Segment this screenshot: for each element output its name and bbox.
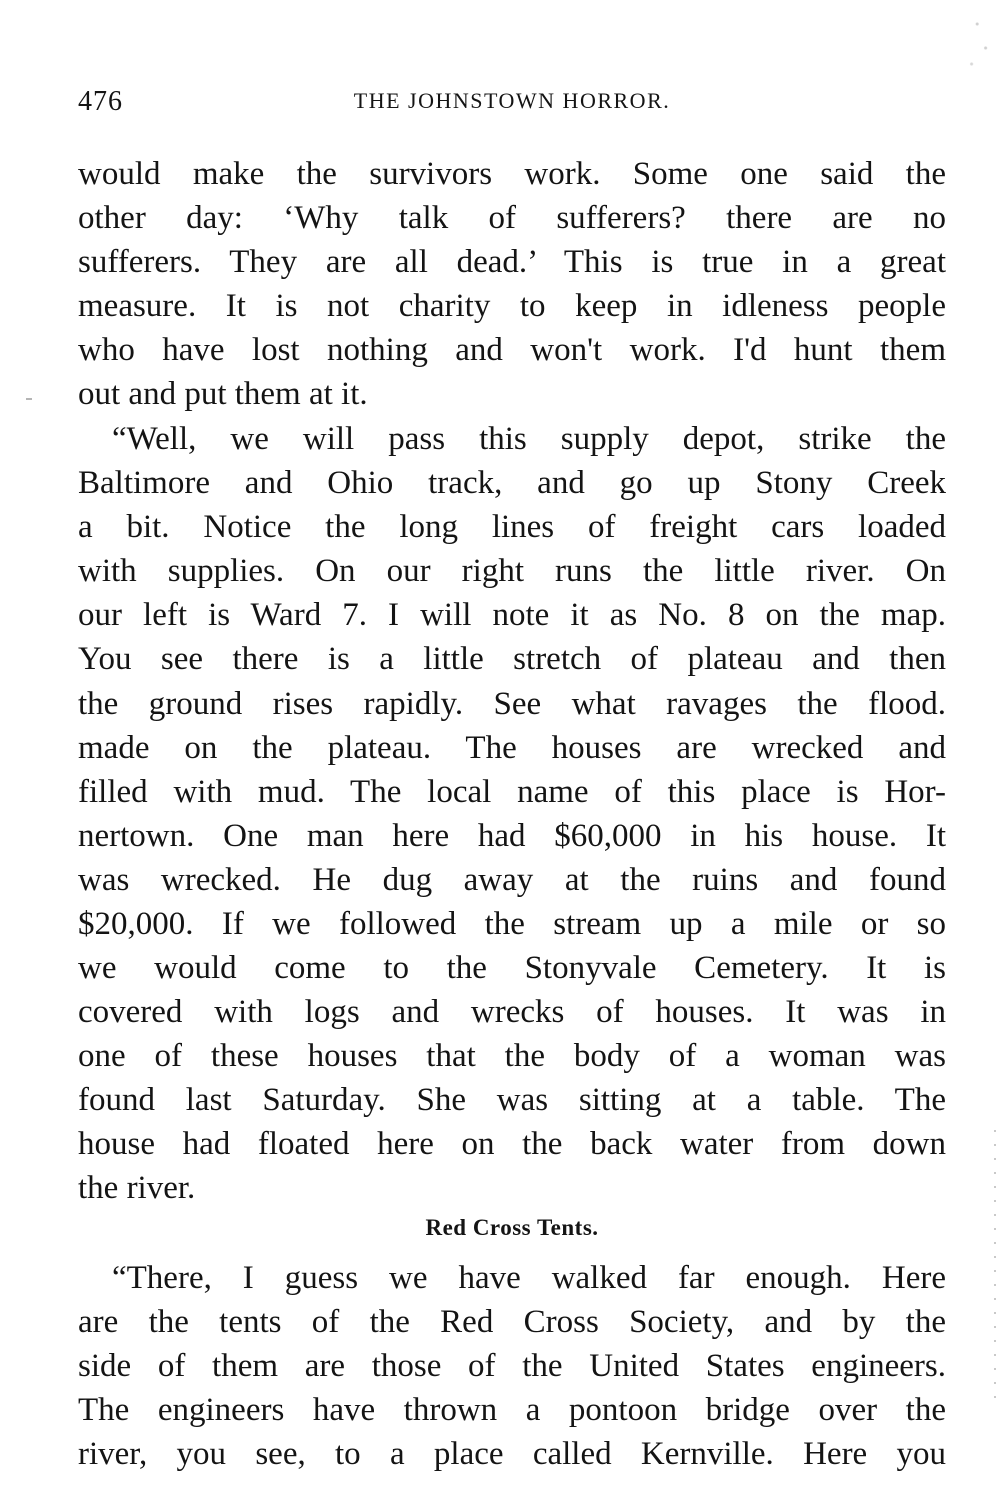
text-line: made on the plateau. The houses are wrecked and (78, 730, 946, 766)
text-line: would make the survivors work. Some one said the (78, 156, 946, 192)
text-line: we would come to the Stonyvale Cemetery. It is (78, 950, 946, 986)
text-line: one of these houses that the body of a woman was (78, 1038, 946, 1074)
text-line: $20,000. If we followed the stream up a mile or so (78, 906, 946, 942)
text-line: side of them are those of the United States engineers. (78, 1348, 946, 1384)
text-line: are the tents of the Red Cross Society, and by the (78, 1304, 946, 1340)
page-number: 476 (78, 86, 123, 117)
text-line: house had floated here on the back water from down (78, 1126, 946, 1162)
text-line: found last Saturday. She was sitting at a table. The (78, 1082, 946, 1118)
text-line: with supplies. On our right runs the little river. On (78, 553, 946, 589)
section-subheading: Red Cross Tents. (425, 1215, 599, 1240)
text-line: out and put them at it. (78, 376, 368, 412)
text-line: You see there is a little stretch of plateau and then (78, 641, 946, 677)
margin-mark (26, 398, 32, 400)
text-line: The engineers have thrown a pontoon bridge over the (78, 1392, 946, 1428)
text-line: nertown. One man here had $60,000 in his house. It (78, 818, 946, 854)
scan-specks (966, 0, 994, 80)
text-line: the river. (78, 1170, 196, 1206)
text-line: sufferers. They are all dead.’ This is true in a great (78, 244, 946, 280)
text-line: measure. It is not charity to keep in idleness people (78, 288, 946, 324)
text-line: “There, I guess we have walked far enough. Here (112, 1260, 946, 1296)
text-line: filled with mud. The local name of this place is Hor- (78, 774, 946, 810)
text-line: who have lost nothing and won't work. I'd hunt them (78, 332, 946, 368)
text-line: river, you see, to a place called Kernville. Here you (78, 1436, 946, 1472)
scan-edge-specks (994, 1130, 996, 1410)
text-line: Baltimore and Ohio track, and go up Stony Creek (78, 465, 946, 501)
text-line: was wrecked. He dug away at the ruins and found (78, 862, 946, 898)
text-line: a bit. Notice the long lines of freight cars loaded (78, 509, 946, 545)
text-line: other day: ‘Why talk of sufferers? there are no (78, 200, 946, 236)
running-title: THE JOHNSTOWN HORROR. (353, 88, 671, 113)
page-header (78, 86, 946, 126)
text-line: the ground rises rapidly. See what ravages the flood. (78, 686, 946, 722)
text-line: “Well, we will pass this supply depot, strike the (112, 421, 946, 457)
text-line: our left is Ward 7. I will note it as No. 8 on the map. (78, 597, 946, 633)
text-line: covered with logs and wrecks of houses. It was in (78, 994, 946, 1030)
